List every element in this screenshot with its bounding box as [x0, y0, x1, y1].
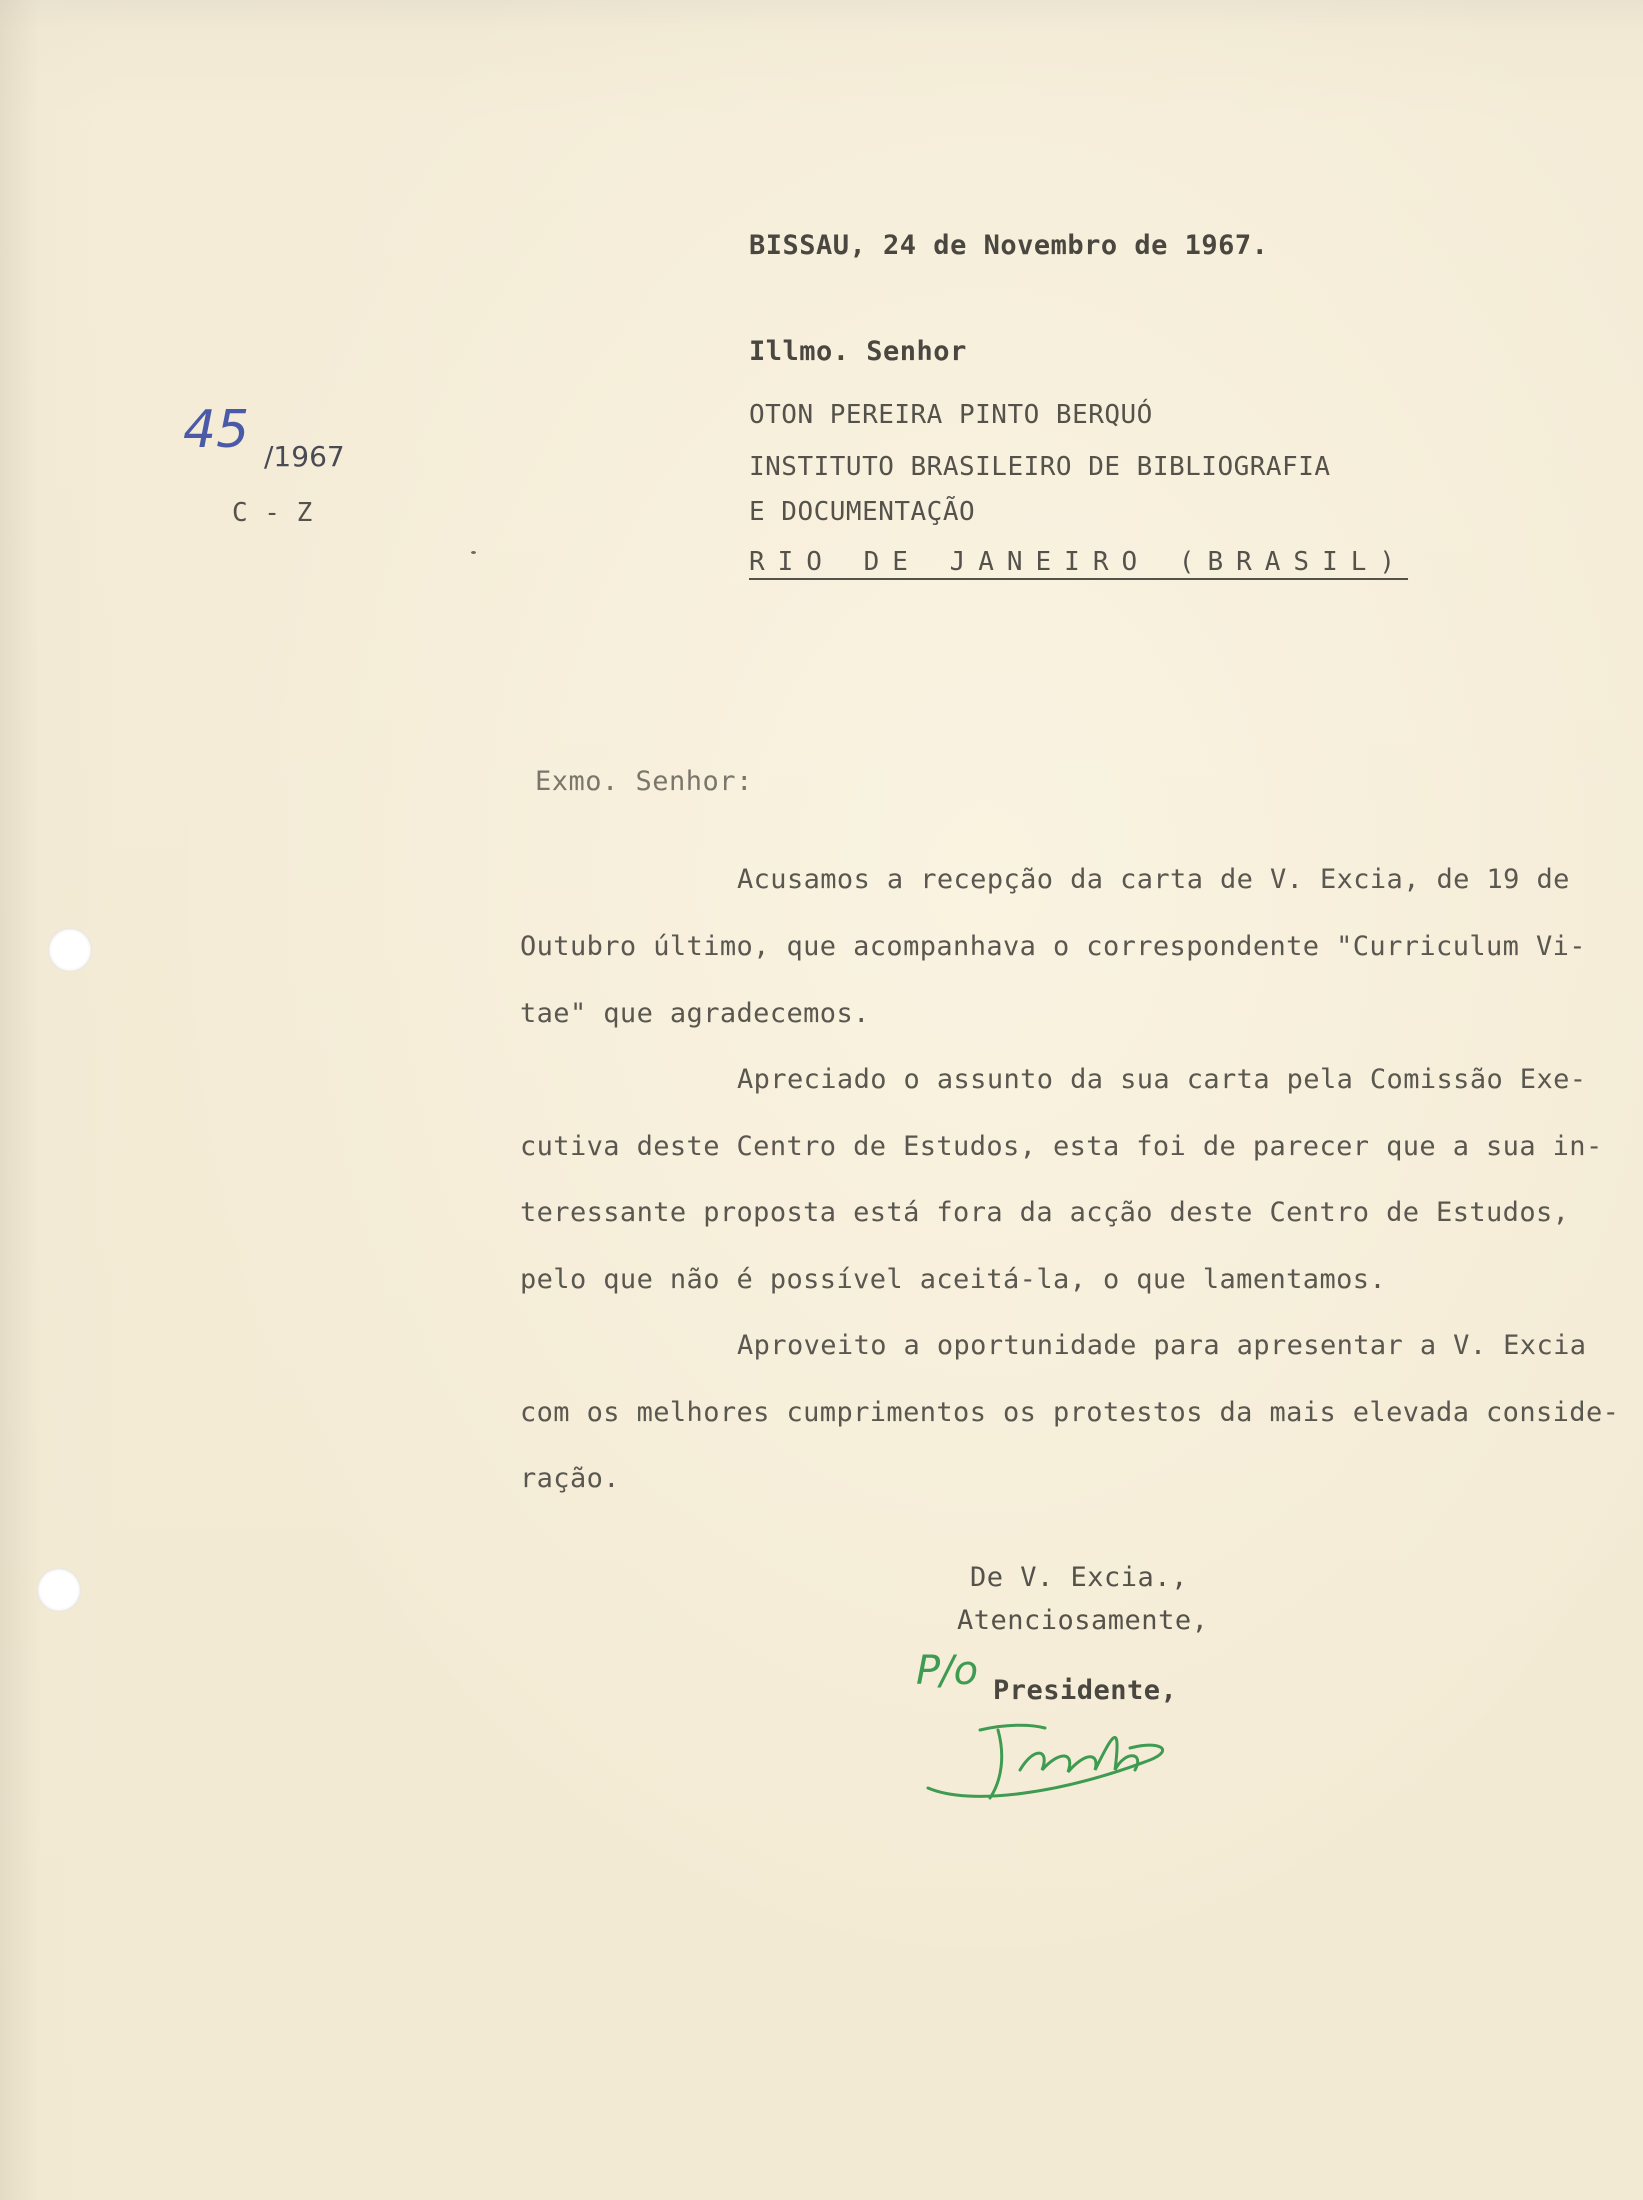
- recipient-name: OTON PEREIRA PINTO BERQUÓ: [749, 400, 1153, 430]
- salutation-title: Illmo. Senhor: [749, 336, 967, 367]
- city-line: RIO DE JANEIRO (BRASIL): [749, 547, 1409, 577]
- per-procuration-mark: P/o: [916, 1648, 979, 1694]
- punch-hole-top: [48, 928, 92, 972]
- body-line: Acusamos a recepção da carta de V. Excia, de 19 de: [737, 864, 1570, 895]
- greeting: Exmo. Senhor:: [535, 766, 753, 797]
- body-line: Apreciado o assunto da sua carta pela Comissão Exe-: [737, 1064, 1587, 1095]
- body-line: ração.: [520, 1463, 620, 1494]
- reference-code: C - Z: [232, 498, 313, 528]
- body-line: com os melhores cumprimentos os protestos da mais elevada conside-: [520, 1397, 1620, 1428]
- institution-line-1: INSTITUTO BRASILEIRO DE BIBLIOGRAFIA: [749, 452, 1331, 482]
- body-line: cutiva deste Centro de Estudos, esta foi de parecer que a sua in-: [520, 1131, 1603, 1162]
- closing-line-3: Presidente,: [993, 1675, 1178, 1706]
- paper-speck: [471, 551, 476, 554]
- institution-line-2: E DOCUMENTAÇÃO: [749, 497, 976, 527]
- closing-line-2: Atenciosamente,: [957, 1605, 1209, 1636]
- reference-year: /1967: [264, 440, 345, 473]
- paper-fold-shadow: [0, 0, 120, 2200]
- body-line: pelo que não é possível aceitá-la, o que lamentamos.: [520, 1264, 1387, 1295]
- handwritten-reference-number: 45: [183, 400, 250, 460]
- body-line: Aproveito a oportunidade para apresentar a V. Excia: [737, 1330, 1587, 1361]
- body-line: Outubro último, que acompanhava o correspondente "Curriculum Vi-: [520, 931, 1586, 962]
- date-line: BISSAU, 24 de Novembro de 1967.: [749, 230, 1269, 261]
- closing-line-1: De V. Excia.,: [970, 1562, 1188, 1593]
- punch-hole-bottom: [37, 1568, 81, 1612]
- handwritten-signature: [910, 1620, 1180, 1820]
- body-line: teressante proposta está fora da acção deste Centro de Estudos,: [520, 1197, 1570, 1228]
- body-line: tae" que agradecemos.: [520, 998, 870, 1029]
